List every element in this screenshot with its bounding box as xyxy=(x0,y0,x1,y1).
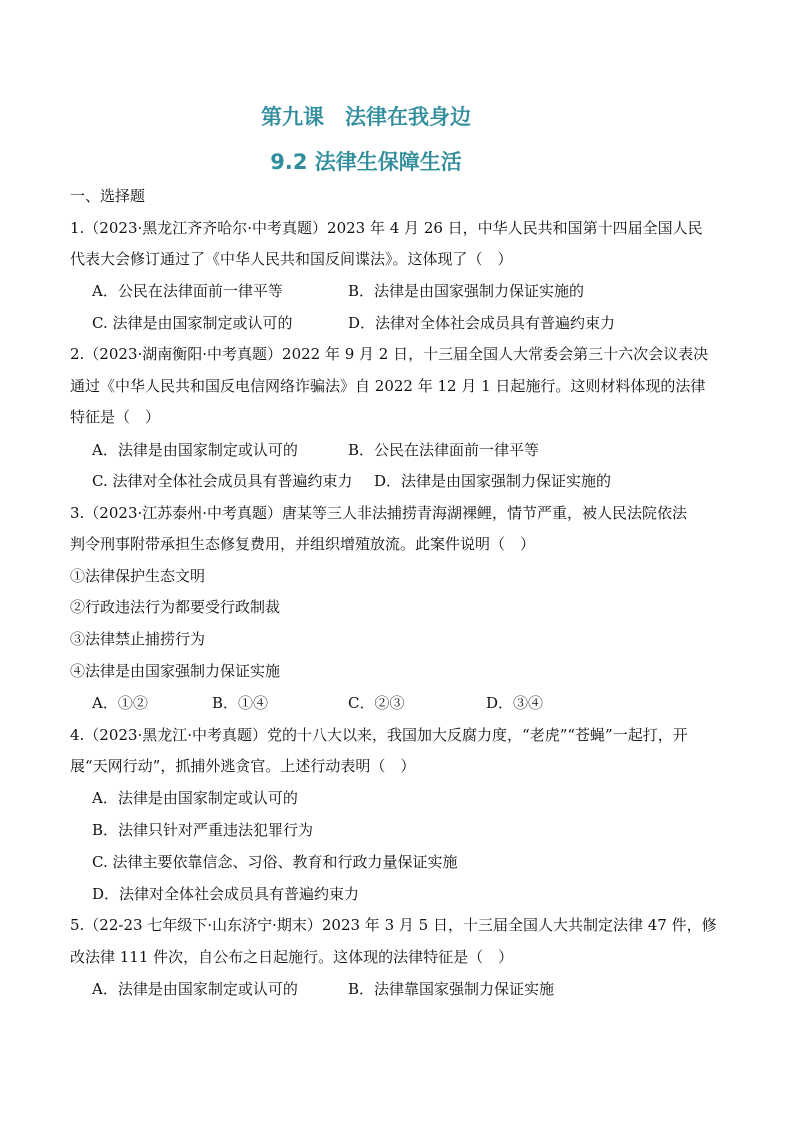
question-stem-line: 通过《中华人民共和国反电信网络诈骗法》自 2022 年 12 月 1 日起施行。这则材料体现的法律 xyxy=(70,377,706,395)
option-a: A．法律是由国家制定或认可的 xyxy=(92,441,298,459)
question-stem-line: 展“天网行动”，抓捕外逃贪官。上述行动表明（ ） xyxy=(70,757,416,775)
statement-4: ④法律是由国家强制力保证实施 xyxy=(70,662,281,680)
question-stem-line: 1.（2023·黑龙江齐齐哈尔·中考真题）2023 年 4 月 26 日，中华人民共和国第十四届全国人民 xyxy=(70,219,703,237)
option-a: A．法律是由国家制定或认可的 xyxy=(92,980,298,998)
question-stem-line: 5.（22-23 七年级下·山东济宁·期末）2023 年 3 月 5 日，十三届全国人大共制定法律 47 件，修 xyxy=(70,916,717,934)
lesson-subtitle: 9.2 法律生保障生活 xyxy=(270,150,462,174)
option-c: C. 法律是由国家制定或认可的 xyxy=(92,314,293,332)
option-b: B．法律是由国家强制力保证实施的 xyxy=(348,282,585,300)
question-stem-line: 代表大会修订通过了《中华人民共和国反间谍法》。这体现了（ ） xyxy=(70,250,513,268)
option-b: B．公民在法律面前一律平等 xyxy=(348,441,540,459)
question-stem-line: 3.（2023·江苏泰州·中考真题）唐某等三人非法捕捞青海湖裸鲤，情节严重，被人民法院依法 xyxy=(70,504,688,522)
statement-1: ①法律保护生态文明 xyxy=(70,567,206,585)
statement-2: ②行政违法行为都要受行政制裁 xyxy=(70,598,281,616)
option-b: B．法律只针对严重违法犯罪行为 xyxy=(92,821,314,839)
statement-3: ③法律禁止捕捞行为 xyxy=(70,630,206,648)
question-stem-line: 改法律 111 件次，自公布之日起施行。这体现的法律特征是（ ） xyxy=(70,948,514,966)
option-b: B．①④ xyxy=(212,694,269,712)
option-a: A．公民在法律面前一律平等 xyxy=(92,282,283,300)
option-c: C．②③ xyxy=(348,694,405,712)
option-d: D．③④ xyxy=(486,694,544,712)
option-d: D．法律对全体社会成员具有普遍约束力 xyxy=(92,885,360,903)
option-a: A．①② xyxy=(92,694,148,712)
section-heading: 一、选择题 xyxy=(70,187,146,205)
option-a: A．法律是由国家制定或认可的 xyxy=(92,789,298,807)
lesson-title: 第九课 法律在我身边 xyxy=(261,105,471,129)
question-stem-line: 判令刑事附带承担生态修复费用，并组织增殖放流。此案件说明（ ） xyxy=(70,535,536,553)
option-b: B．法律靠国家强制力保证实施 xyxy=(348,980,555,998)
question-stem-line: 特征是（ ） xyxy=(70,408,161,426)
option-d: D．法律对全体社会成员具有普遍约束力 xyxy=(348,314,616,332)
option-c: C. 法律对全体社会成员具有普遍约束力 xyxy=(92,472,353,490)
question-stem-line: 4.（2023·黑龙江·中考真题）党的十八大以来，我国加大反腐力度，“老虎”“苍蝇”一起打，开 xyxy=(70,726,688,744)
option-c: C. 法律主要依靠信念、习俗、教育和行政力量保证实施 xyxy=(92,853,458,871)
option-d: D．法律是由国家强制力保证实施的 xyxy=(374,472,612,490)
question-stem-line: 2.（2023·湖南衡阳·中考真题）2022 年 9 月 2 日，十三届全国人大常委会第三十六次会议表决 xyxy=(70,345,709,363)
